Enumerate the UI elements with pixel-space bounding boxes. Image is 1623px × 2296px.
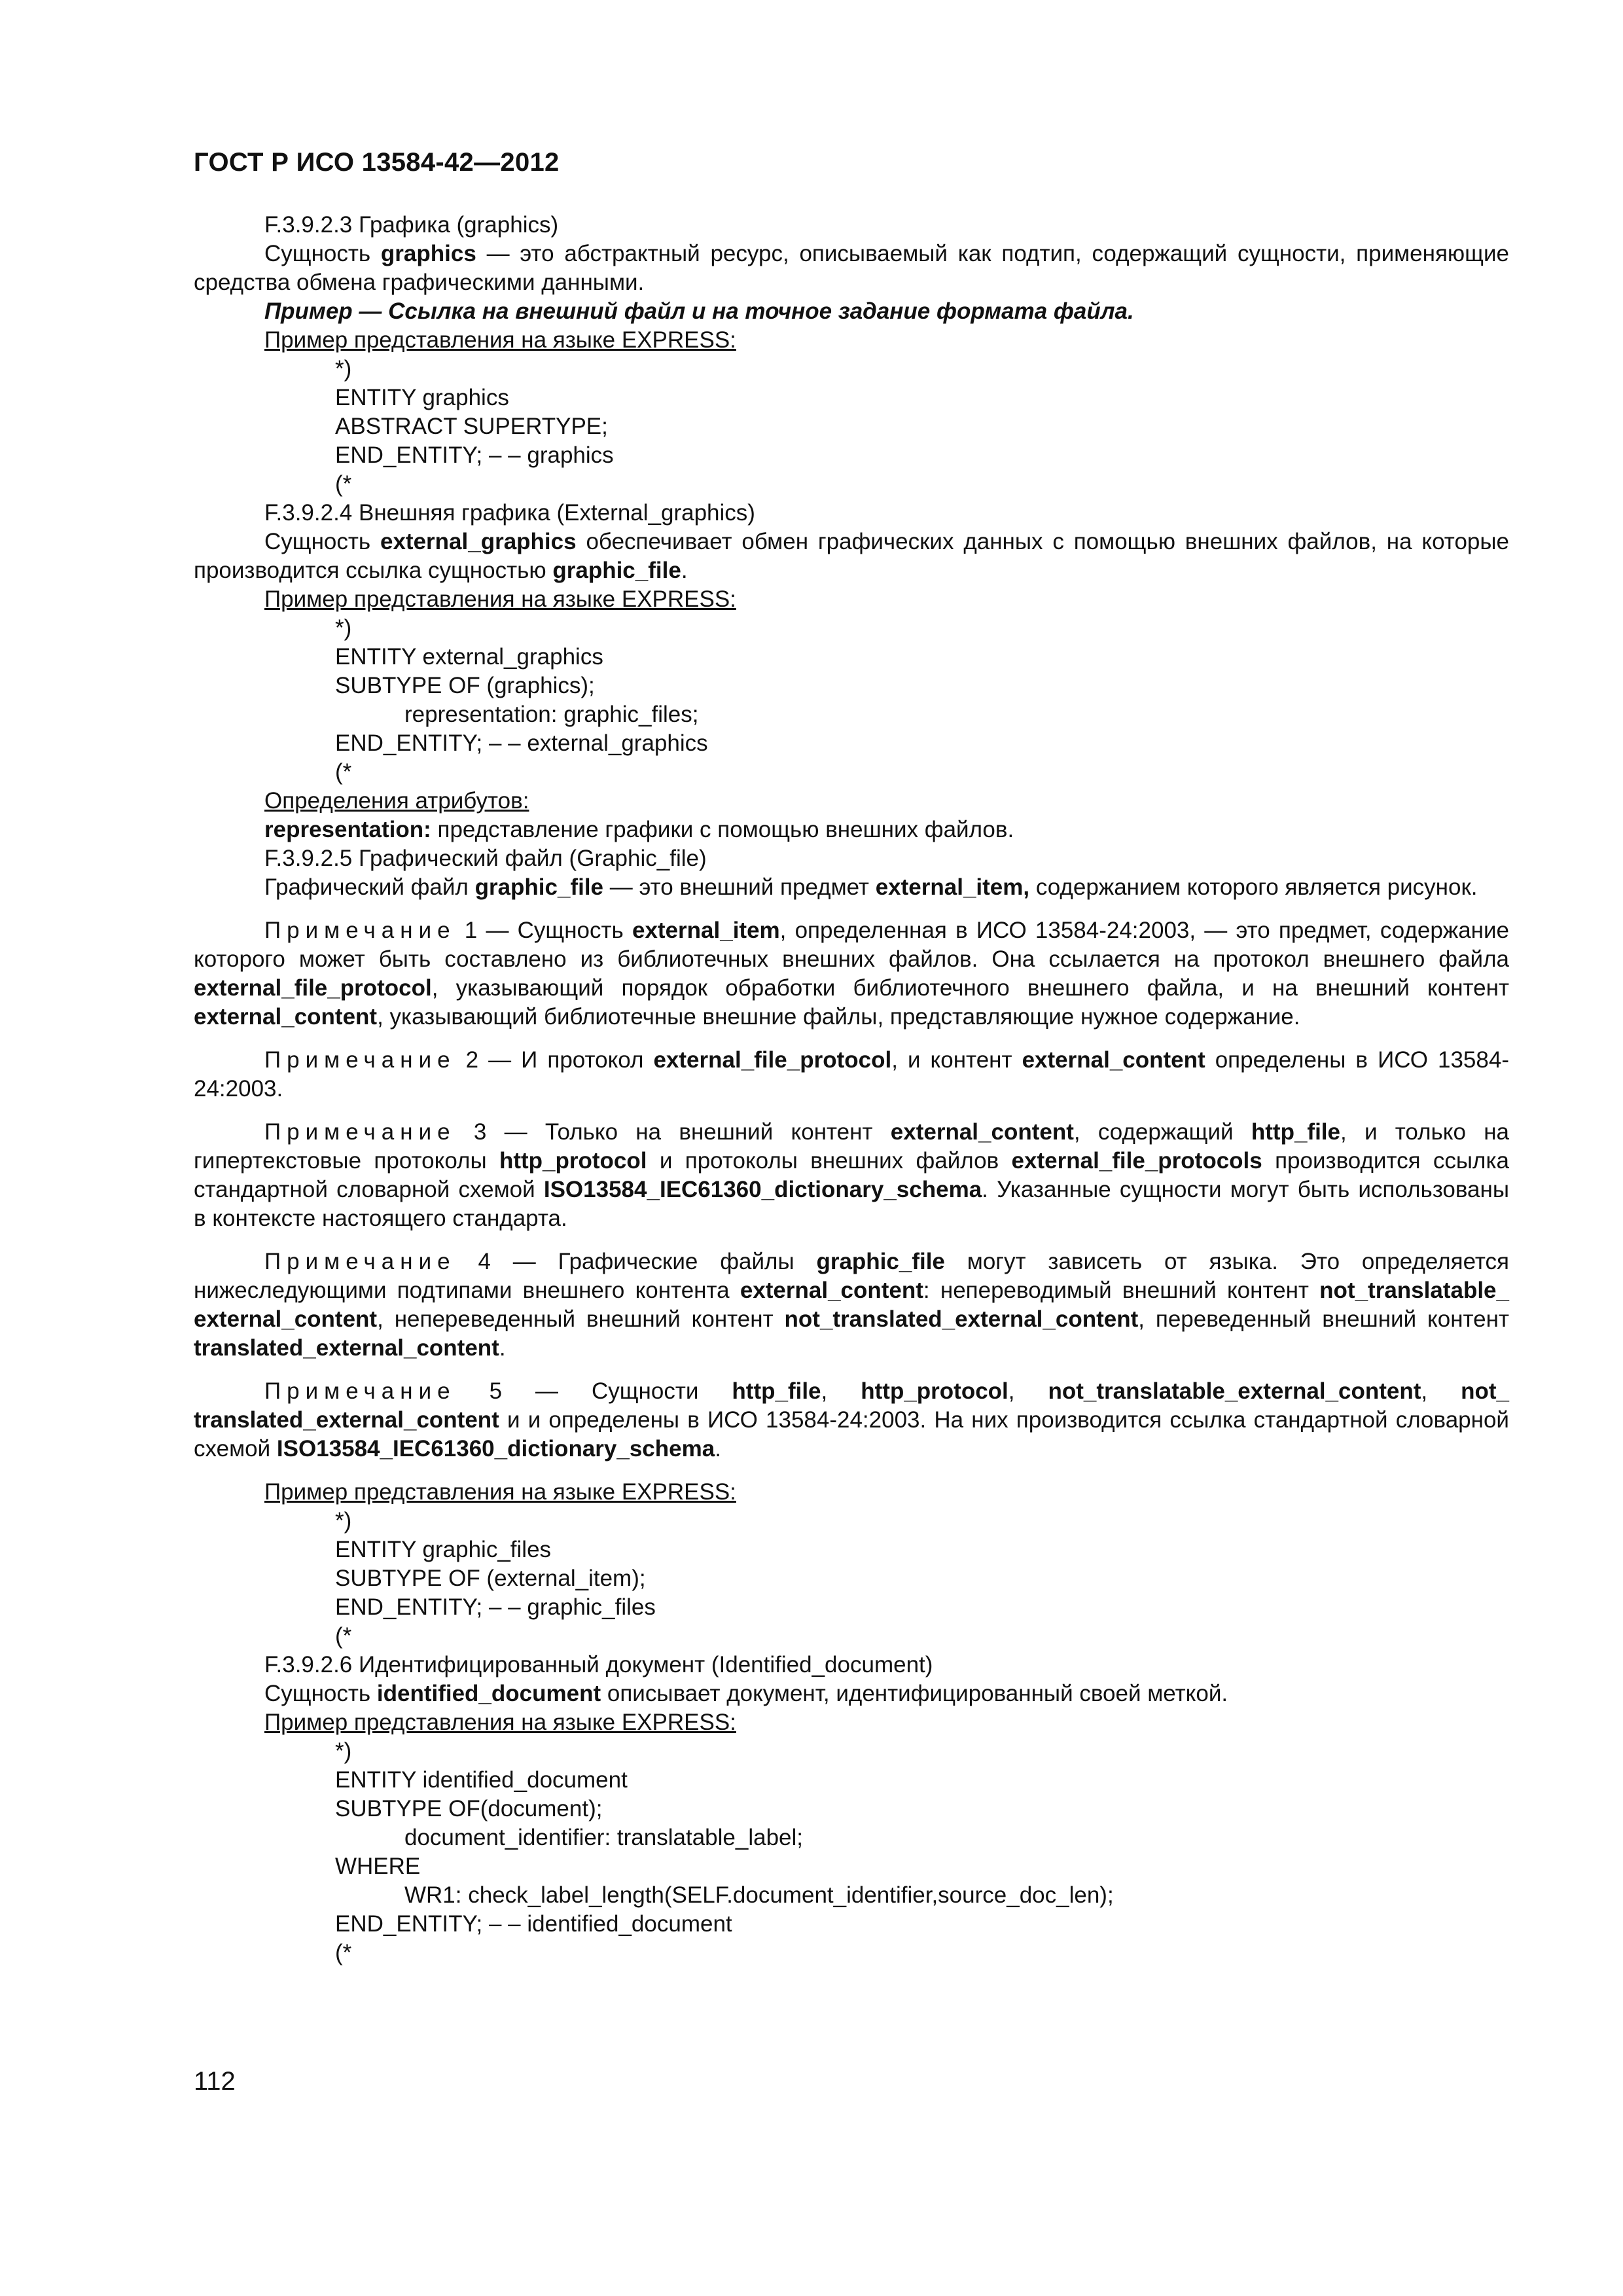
code-line: document_identifier: translatable_label;: [404, 1825, 803, 1850]
code-line: SUBTYPE OF(document);: [335, 1796, 603, 1821]
page-content: [194, 211, 1509, 1967]
note-1: Примечание 1 — Сущность external_item, определенная в ИСО 13584-24:2003, — это предмет, содержание которого может быть составлено из библиотечных внешних файлов. Она ссылается на протокол внешнего файла external_file_protocol, указывающий порядок обработки библиотечного внешнего файла, и на внешний контент external_content, указывающий библиотечные внешние файлы, представляющие нужное содержание.: [194, 918, 1510, 1030]
note-3: Примечание 3 — Только на внешний контент external_content, содержащий http_file, и только на гипертекстовые протоколы http_protocol и протоколы внешних файлов external_file_protocols производится ссылка стандартной словарной схемой ISO13584_IEC61360_dictionary_schema. Указанные сущности могут быть использованы в контексте настоящего стандарта.: [194, 1119, 1510, 1231]
express-label: Пример представления на языке EXPRESS:: [264, 586, 736, 612]
code-line: ENTITY graphic_files: [335, 1537, 552, 1562]
code-line: representation: graphic_files;: [404, 702, 699, 727]
graphics-example: Пример — Ссылка на внешний файл и на точное задание формата файла.: [264, 298, 1134, 324]
code-line: ENTITY identified_document: [335, 1767, 628, 1793]
code-line: *): [335, 1508, 352, 1534]
code-line: (*: [335, 1940, 352, 1965]
code-line: SUBTYPE OF (external_item);: [335, 1566, 646, 1591]
attribute-definitions-label: Определения атрибутов:: [264, 788, 529, 814]
section-heading-graphics: F.3.9.2.3 Графика (graphics): [264, 212, 559, 238]
code-line: (*: [335, 1623, 352, 1649]
attribute-definition: representation: представление графики с помощью внешних файлов.: [264, 817, 1014, 842]
code-line: *): [335, 356, 352, 382]
express-label: Пример представления на языке EXPRESS:: [264, 1710, 736, 1735]
note-5: Примечание 5 — Сущности http_file, http_protocol, not_translatable_external_content, not_ translated_external_content и и определены в ИСО 13584-24:2003. На них производится ссылка стандартной словарной схемой ISO13584_IEC61360_dictionary_schema.: [194, 1378, 1510, 1462]
code-line: END_ENTITY; – – graphic_files: [335, 1594, 656, 1620]
section-heading-graphic-file: F.3.9.2.5 Графический файл (Graphic_file): [264, 846, 707, 871]
code-line: (*: [335, 471, 352, 497]
code-line: END_ENTITY; – – external_graphics: [335, 730, 708, 756]
page-number: 112: [194, 2067, 236, 2096]
page-header-title: ГОСТ Р ИСО 13584-42—2012: [194, 148, 560, 177]
code-line: ABSTRACT SUPERTYPE;: [335, 414, 608, 439]
code-line: WHERE: [335, 1854, 421, 1879]
note-4: Примечание 4 — Графические файлы graphic_file могут зависеть от языка. Это определяется нижеследующими подтипами внешнего контента external_content: непереводимый внешний контент not_translatable_ external_content, непереведенный внешний контент not_translated_external_content, переведенный внешний контент translated_external_content.: [194, 1249, 1509, 1361]
external-graphics-description: Сущность external_graphics обеспечивает обмен графических данных с помощью внешних файлов, на которые производится ссылка сущностью graphic_file.: [194, 529, 1509, 583]
code-line: *): [335, 1738, 352, 1764]
code-line: END_ENTITY; – – graphics: [335, 442, 614, 468]
section-heading-external-graphics: F.3.9.2.4 Внешняя графика (External_graphics): [264, 500, 755, 526]
code-line: WR1: check_label_length(SELF.document_identifier,source_doc_len);: [404, 1882, 1114, 1908]
code-line: (*: [335, 759, 352, 785]
express-label: Пример представления на языке EXPRESS:: [264, 327, 736, 353]
express-label: Пример представления на языке EXPRESS:: [264, 1479, 736, 1505]
code-line: *): [335, 615, 352, 641]
section-heading-identified-document: F.3.9.2.6 Идентифицированный документ (Identified_document): [264, 1652, 933, 1677]
code-line: ENTITY graphics: [335, 385, 509, 410]
code-line: END_ENTITY; – – identified_document: [335, 1911, 732, 1937]
identified-document-description: Сущность identified_document описывает документ, идентифицированный своей меткой.: [264, 1681, 1228, 1706]
note-2: Примечание 2 — И протокол external_file_protocol, и контент external_content определены в ИСО 13584-24:2003.: [194, 1047, 1509, 1102]
graphics-description: Сущность graphics — это абстрактный ресурс, описываемый как подтип, содержащий сущности, применяющие средства обмена графическими данными.: [194, 241, 1509, 295]
code-line: ENTITY external_graphics: [335, 644, 603, 670]
graphic-file-description: Графический файл graphic_file — это внешний предмет external_item, содержанием которого является рисунок.: [264, 874, 1478, 900]
code-line: SUBTYPE OF (graphics);: [335, 673, 595, 698]
